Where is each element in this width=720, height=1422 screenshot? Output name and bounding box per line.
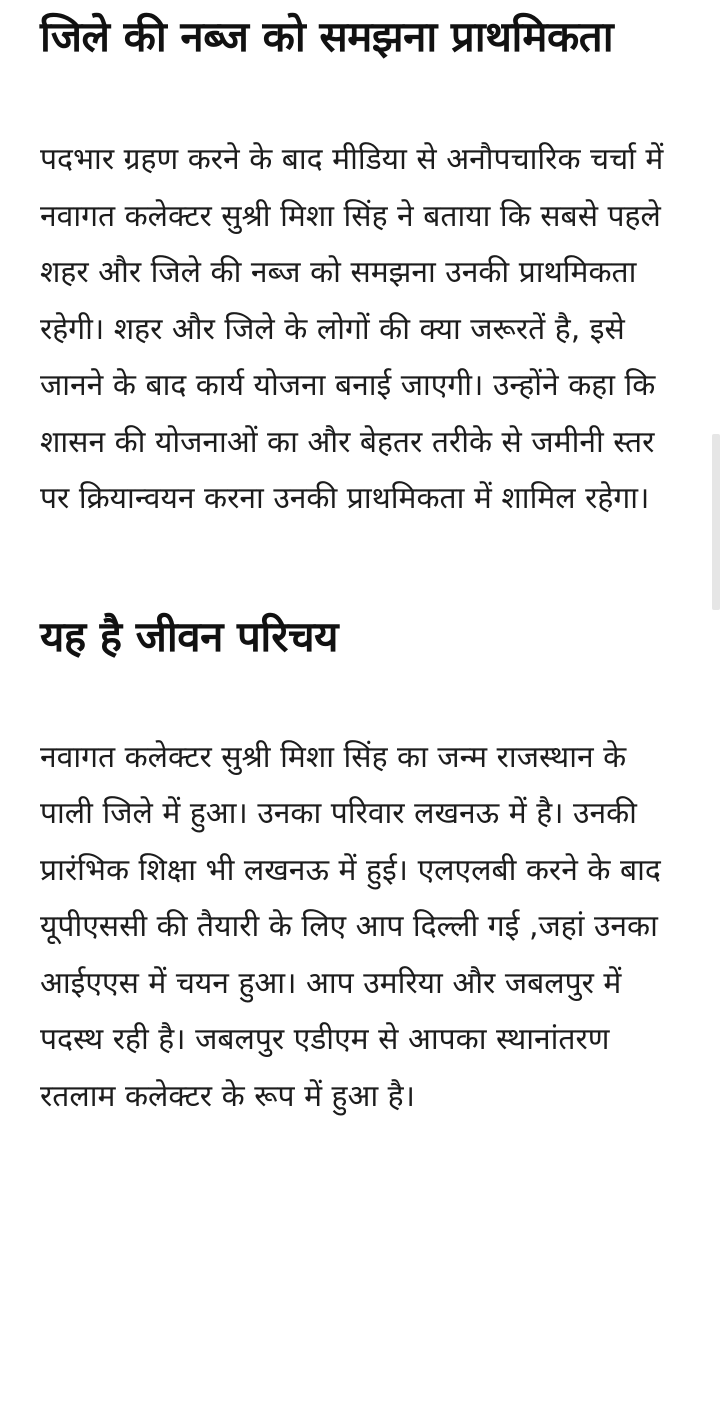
section-heading-priority: जिले की नब्ज को समझना प्राथमिकता	[40, 12, 614, 61]
paragraph-priority: पदभार ग्रहण करने के बाद मीडिया से अनौपचारिक चर्चा में नवागत कलेक्टर सुश्री मिशा सिंह ने बताया कि सबसे पहले शहर और जिले की नब्ज को समझना उनकी प्राथमिकता रहेगी। शहर और जिले के लोगों की क्या जरूरतें है, इसे जानने के बाद कार्य योजना बनाई जाएगी। उन्होंने कहा कि शासन की योजनाओं का और बेहतर तरीके से जमीनी स्तर पर क्रियान्वयन करना उनकी प्राथमिकता में शामिल रहेगा।	[40, 142, 664, 516]
scrollbar-thumb[interactable]	[712, 434, 720, 610]
paragraph-biography: नवागत कलेक्टर सुश्री मिशा सिंह का जन्म राजस्थान के पाली जिले में हुआ। उनका परिवार लखनऊ में है। उनकी प्रारंभिक शिक्षा भी लखनऊ में हुई। एलएलबी करने के बाद यूपीएससी की तैयारी के लिए आप दिल्ली गई ,जहां उनका आईएएस में चयन हुआ। आप उमरिया और जबलपुर में पदस्थ रही है। जबलपुर एडीएम से आपका स्थानांतरण रतलाम कलेक्टर के रूप में हुआ है।	[40, 739, 661, 1114]
article-body	[40, 0, 680, 1125]
section-heading-biography: यह है जीवन परिचय	[40, 611, 338, 661]
